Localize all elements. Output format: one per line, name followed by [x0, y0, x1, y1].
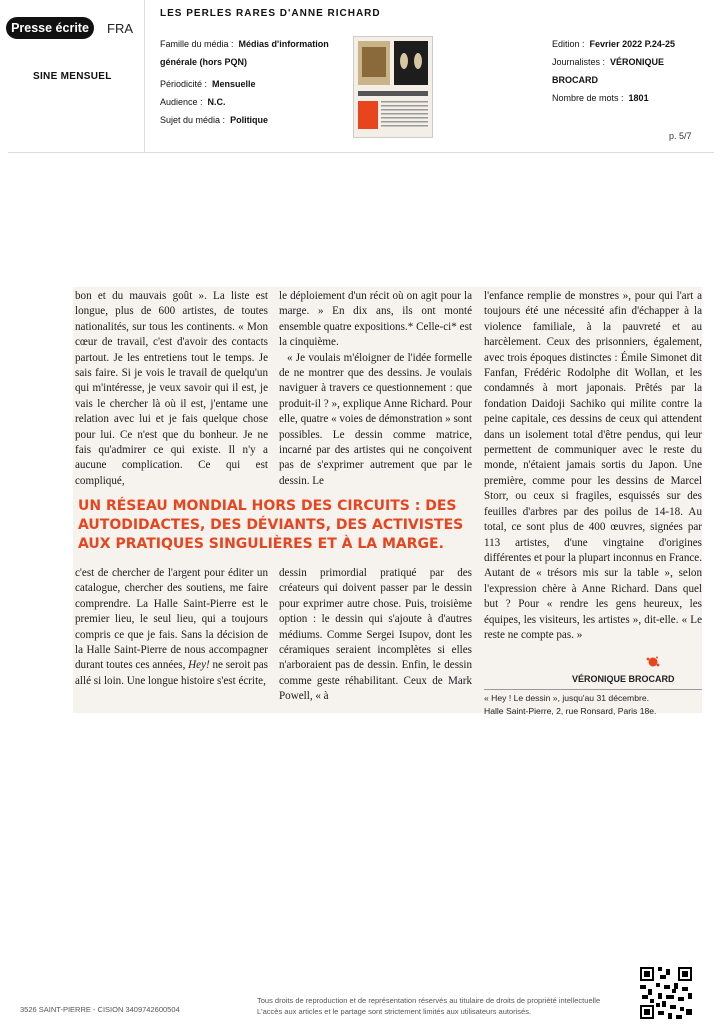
journalistes-value-2: BROCARD: [552, 75, 598, 85]
exhibition-info: [484, 689, 702, 717]
edition-value: Fevrier 2022 P.24-25: [589, 39, 675, 49]
info-line-2: Halle Saint-Pierre, 2, rue Ronsard, Paris 18e.: [484, 705, 657, 716]
text-emphasis: Hey!: [188, 659, 210, 672]
famille-value: Médias d'information: [238, 39, 329, 49]
copyright-line-2: L'accès aux articles et le partage sont strictement limités aux utilisateurs autorisés.: [257, 1007, 532, 1016]
author-signature: VÉRONIQUE BROCARD: [572, 674, 675, 684]
media-name: SINE MENSUEL: [33, 71, 112, 82]
paragraph: bon et du mauvais goût ». La liste est longue, plus de 600 artistes, de toutes nationalités, sur tous les continents. « Mon cœur de travail, c'est d'avoir des contacts partout. Je les entretiens tout le temps. Je sais faire. Si je vois le travail de quelqu'un qui m'intéresse, je veux savoir qui il est, je vais le chercher là où il est, j'entame une relation avec lui et je fais quelque chose pour lui. Ce n'est que du bonheur. Je ne fais qu'admirer ce qui existe. Il n'y a aucune complication. Ce qui est compliqué,: [75, 290, 268, 487]
column-1-bottom: [75, 566, 268, 689]
journalistes-row-2: [552, 71, 717, 89]
column-2-top: [279, 289, 472, 489]
thumbnail-image: [354, 37, 432, 137]
text-run: c'est de chercher de l'argent pour éditer un catalogue, chercher des soutiens, me faire comprendre. La Halle Saint-Pierre est le premier lieu, le seul lieu, qui a toujours compris ce que je fais. Sans la décision de la Halle Saint-Pierre de nous accompagner durant toutes ces années,: [75, 567, 268, 672]
famille-label: Famille du média :: [160, 39, 234, 49]
footer-copyright: [257, 995, 600, 1017]
copyright-line-1: Tous droits de reproduction et de représentation réservés au titulaire de droits de propriété intellectuelle: [257, 996, 601, 1005]
column-2-bottom: [279, 566, 472, 705]
column-3: [484, 289, 702, 643]
edition-meta: [552, 35, 717, 107]
famille-row-2: [160, 53, 350, 71]
audience-value: N.C.: [207, 97, 226, 107]
column-1-top: [75, 289, 268, 489]
media-type-badge: Presse écrite: [6, 17, 94, 39]
paragraph: l'enfance remplie de monstres », pour qui l'art a toujours été une nécessité afin d'échapper à la violence familiale, à la pauvreté et au harcèlement. Ceux des prisonniers, également, avec trois époques distinctes : Émile Simonet dit Fanfan, Frédéric Rodolphe dit Wollan, et les condamnés à mort japonais. Prêtés par la fondation Daidoji Sachiko qui milite contre la peine capitale, ces dessins de ceux qui attendent dans un isolement total d'être pendus, qui leur permettent de communiquer avec le reste du monde, n'étaient jamais sortis du Japon. Une première, comme pour les dessins de Marcel Storr, ou ceux si fragiles, esquissés sur des feuilles d'arbres par des poilus de 14-18. Au total, ce sont plus de 400 œuvres, signées par 113 artistes, d'une vingtaine d'origines différentes et pour la plupart inconnus en France. Autant de « trésors mis sur la table », selon l'expression chère à Anne Richard. Dans quel but ? Pour « rendre les gens heureux, les équipes, les visiteurs, les artistes », dit-elle. « Le reste ne compte pas. »: [484, 290, 702, 641]
paragraph: dessin primordial pratiqué par des créateurs qui doivent passer par le dessin pour exprimer autre chose. Puis, troisième option : le dessin qui s'ajoute à d'autres médiums. Comme Sergei Isupov, dont les céramiques seraient incomplètes si elles n'arboraient pas de dessin. Enfin, le dessin comme geste réhabilitant. Ceux de Mark Powell, « à: [279, 567, 472, 703]
footer-reference: 3526 SAINT-PIERRE - CISION 3409742600504: [20, 1005, 180, 1014]
mots-label: Nombre de mots :: [552, 93, 624, 103]
page-number: p. 5/7: [669, 131, 692, 141]
qr-code-icon[interactable]: [638, 965, 694, 1021]
mots-row: [552, 89, 717, 107]
journalistes-row: [552, 53, 717, 71]
audience-row: [160, 93, 350, 111]
media-meta: [160, 35, 350, 129]
periodicite-row: [160, 75, 350, 93]
sujet-value: Politique: [230, 115, 269, 125]
journalistes-value: VÉRONIQUE: [610, 57, 665, 67]
paragraph: [75, 566, 268, 689]
periodicite-value: Mensuelle: [212, 79, 256, 89]
famille-row: [160, 35, 350, 53]
article-title: LES PERLES RARES D'ANNE RICHARD: [160, 8, 381, 19]
end-mark-icon: [646, 655, 660, 669]
header-divider-vertical: [144, 0, 145, 152]
language-label: FRA: [107, 21, 133, 36]
edition-row: [552, 35, 717, 53]
journalistes-label: Journalistes :: [552, 57, 606, 67]
header-divider-horizontal: [8, 152, 714, 153]
mots-value: 1801: [628, 93, 649, 103]
info-line-1: « Hey ! Le dessin », jusqu'au 31 décembre.: [484, 693, 650, 703]
pull-quote: UN RÉSEAU MONDIAL HORS DES CIRCUITS : DES AUTODIDACTES, DES DÉVIANTS, DES ACTIVISTES AUX PRATIQUES SINGULIÈRES ET À LA MARGE.: [78, 498, 464, 552]
article-thumbnail: [353, 36, 433, 138]
paragraph: « Je voulais m'éloigner de l'idée formelle de ne montrer que des dessins. Je voulais naviguer à travers ce questionnement : que produit-il ? », explique Anne Richard. Pour elle, quatre « voies de démonstration » sont possibles. Le dessin comme matrice, incarné par des artistes qui ne conçoivent pas de s'exprimer autrement que par le dessin. Le: [279, 351, 472, 487]
text-run: ne seroit pas allé si loin. Une longue histoire s'est écrite,: [75, 659, 268, 687]
sujet-label: Sujet du média :: [160, 115, 226, 125]
edition-label: Edition :: [552, 39, 585, 49]
sujet-row: [160, 111, 350, 129]
paragraph: le déploiement d'un récit où on agit pour la marge. » En dix ans, ils ont monté ensemble quatre expositions.* Celle-ci* est la cinquième.: [279, 290, 472, 349]
periodicite-label: Périodicité :: [160, 79, 208, 89]
famille-value-2: générale (hors PQN): [160, 57, 248, 67]
audience-label: Audience :: [160, 97, 203, 107]
